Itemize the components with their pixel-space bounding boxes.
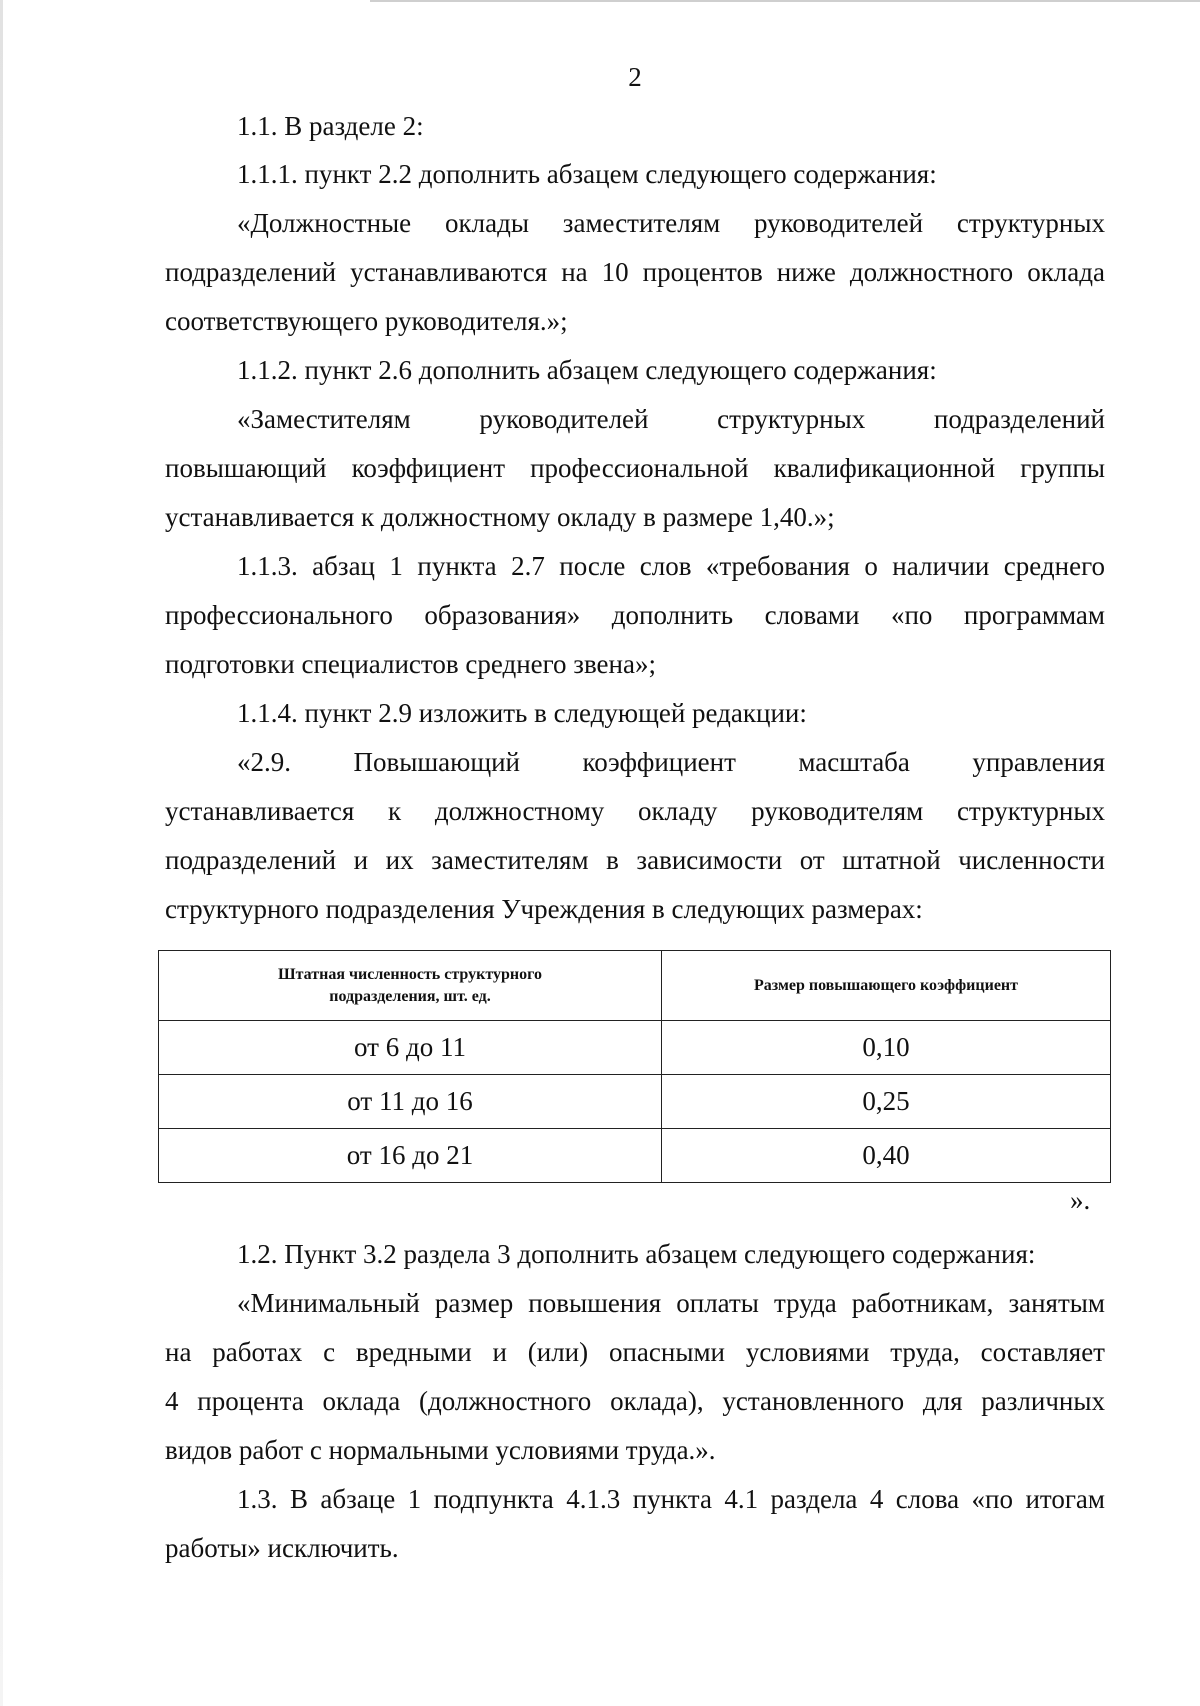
quote-3-2-line-3: 4 процента оклада (должностного оклада), установленного для различных bbox=[165, 1386, 1105, 1416]
closing-quote: ». bbox=[1070, 1185, 1091, 1215]
paragraph-1-2: 1.2. Пункт 3.2 раздела 3 дополнить абзацем следующего содержания: bbox=[237, 1239, 1036, 1269]
quote-2-2-line-1: «Должностные оклады заместителям руководителей структурных bbox=[237, 208, 1105, 238]
table-cell-value: 0,25 bbox=[662, 1075, 1111, 1129]
table-header-row bbox=[159, 951, 1111, 1021]
paragraph-1-1-1: 1.1.1. пункт 2.2 дополнить абзацем следующего содержания: bbox=[237, 159, 937, 189]
table-cell-range: от 11 до 16 bbox=[159, 1075, 662, 1129]
table-cell-value: 0,10 bbox=[662, 1021, 1111, 1075]
quote-2-6-line-3: устанавливается к должностному окладу в размере 1,40.»; bbox=[165, 502, 835, 532]
quote-2-9-line-1: «2.9. Повышающий коэффициент масштаба управления bbox=[237, 747, 1105, 777]
paragraph-1-3-line-2: работы» исключить. bbox=[165, 1533, 399, 1563]
table-header-coefficient: Размер повышающего коэффициент bbox=[662, 951, 1111, 1021]
scan-edge-left bbox=[0, 0, 3, 1706]
page-number: 2 bbox=[628, 62, 642, 92]
table-row bbox=[159, 1129, 1111, 1183]
paragraph-1-1-3-line-3: подготовки специалистов среднего звена»; bbox=[165, 649, 656, 679]
quote-3-2-line-2: на работах с вредными и (или) опасными условиями труда, составляет bbox=[165, 1337, 1105, 1367]
paragraph-1-1-3-line-2: профессионального образования» дополнить словами «по программам bbox=[165, 600, 1105, 630]
quote-2-9-line-2: устанавливается к должностному окладу руководителям структурных bbox=[165, 796, 1105, 826]
paragraph-1-1-4: 1.1.4. пункт 2.9 изложить в следующей редакции: bbox=[237, 698, 807, 728]
quote-3-2-line-1: «Минимальный размер повышения оплаты труда работникам, занятым bbox=[237, 1288, 1105, 1318]
quote-2-2-line-3: соответствующего руководителя.»; bbox=[165, 306, 568, 336]
table-cell-value: 0,40 bbox=[662, 1129, 1111, 1183]
table-cell-range: от 6 до 11 bbox=[159, 1021, 662, 1075]
table-cell-range: от 16 до 21 bbox=[159, 1129, 662, 1183]
quote-2-2-line-2: подразделений устанавливаются на 10 процентов ниже должностного оклада bbox=[165, 257, 1105, 287]
quote-2-9-line-3: подразделений и их заместителям в зависимости от штатной численности bbox=[165, 845, 1105, 875]
quote-2-6-line-1: «Заместителям руководителей структурных подразделений bbox=[237, 404, 1105, 434]
paragraph-1-1-2: 1.1.2. пункт 2.6 дополнить абзацем следующего содержания: bbox=[237, 355, 937, 385]
paragraph-1-1-3-line-1: 1.1.3. абзац 1 пункта 2.7 после слов «требования о наличии среднего bbox=[237, 551, 1105, 581]
quote-3-2-line-4: видов работ с нормальными условиями труда.». bbox=[165, 1435, 716, 1465]
coefficient-table bbox=[158, 950, 1111, 1183]
scan-edge-top bbox=[370, 0, 1200, 2]
table-row bbox=[159, 1075, 1111, 1129]
paragraph-1-1: 1.1. В разделе 2: bbox=[237, 111, 424, 141]
quote-2-9-line-4: структурного подразделения Учреждения в следующих размерах: bbox=[165, 894, 923, 924]
paragraph-1-3-line-1: 1.3. В абзаце 1 подпункта 4.1.3 пункта 4.1 раздела 4 слова «по итогам bbox=[237, 1484, 1105, 1514]
quote-2-6-line-2: повышающий коэффициент профессиональной квалификационной группы bbox=[165, 453, 1105, 483]
table-row bbox=[159, 1021, 1111, 1075]
table-header-headcount: Штатная численность структурного подразделения, шт. ед. bbox=[159, 951, 662, 1021]
